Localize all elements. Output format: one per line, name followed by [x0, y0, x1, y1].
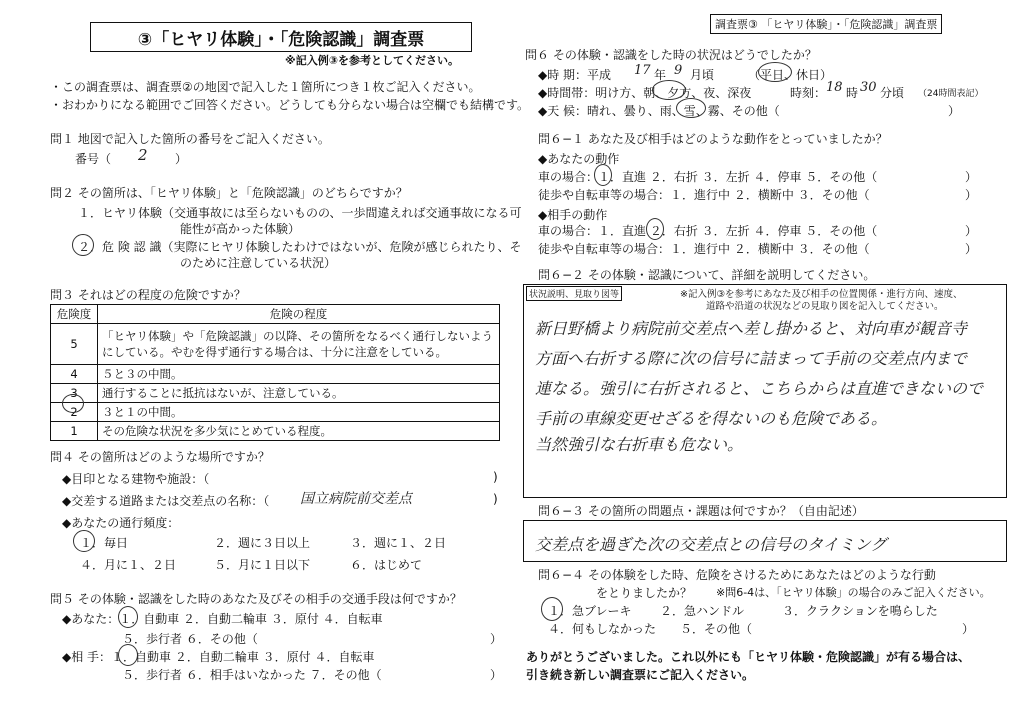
q6-clock-note: （24時間表記） [918, 89, 984, 99]
q6-hour-unit: 時 [846, 86, 859, 100]
q6-weather-options[interactable]: ◆天 候：晴れ、曇り、雨、雪、霧、その他（ [538, 104, 780, 118]
q63-label: 問６−３ その箇所の問題点・課題は何ですか？（自由記述） [538, 504, 864, 518]
q61-you-car-mark [594, 164, 612, 186]
q64-note: ※問6-4は、「ヒヤリ体験」の場合のみご記入ください。 [716, 586, 991, 599]
q5-you-close: ） [490, 632, 503, 646]
q2-option-1[interactable]: １．ヒヤリ体験（交通事故には至らないものの、一歩間違えれば交通事故になる可 [78, 206, 522, 220]
q2-option-1-cont: 能性が高かった体験） [180, 222, 301, 236]
q62-answer-line-5: 当然強引な右折車も危ない。 [535, 435, 744, 454]
q6-year-unit: 年 [654, 68, 667, 82]
danger-level: 5 [51, 324, 98, 365]
q5-you-selected-mark [118, 606, 138, 628]
danger-description: ３と１の中間。 [98, 403, 500, 422]
form-id-label: 調査票③ 「ヒヤリ体験」・「危険認識」調査票 [710, 14, 942, 34]
danger-level: 2 [51, 403, 98, 422]
q61-you-heading: ◆あなたの動作 [538, 152, 620, 166]
q64-option-5[interactable]: ５．その他（ [680, 622, 753, 636]
q1-field-label: 番号（ [75, 152, 112, 166]
q62-box-tag: 状況説明、見取り図等 [526, 286, 622, 301]
q5-you-options[interactable]: ◆あなた：１．自動車 ２．自動二輪車 ３．原付 ４．自転車 [62, 612, 383, 626]
q6-clock-label: 時刻： [790, 86, 827, 100]
q6-period-label: ◆時 期：平成 [538, 68, 612, 82]
danger-level: 4 [51, 365, 98, 384]
q4-frequency-label: ◆あなたの通行頻度： [62, 516, 180, 530]
footer-line-2: 引き続き新しい調査票にご記入ください。 [526, 668, 755, 682]
q64-label-2: をとりましたか？ [596, 586, 693, 600]
q64-option-4[interactable]: ４．何もしなかった [548, 622, 657, 636]
q62-answer-line-3: 連なる。強引に右折されると、こちらからは直進できないので [535, 379, 984, 398]
q6-year-answer[interactable]: 17 [634, 63, 651, 78]
intro-line-1: ・この調査票は、調査票②の地図で記入した１箇所につき１枚ご記入ください。 [50, 80, 481, 94]
q1-label: 問１ 地図で記入した箇所の番号をご記入ください。 [50, 132, 330, 146]
q62-note-1: ※記入例③を参考にあなた及び相手の位置関係・進行方向、速度、 [680, 289, 963, 300]
q62-note-2: 道路や沿道の状況などの見取り図を記入してください。 [706, 301, 944, 312]
q62-answer-line-4: 手前の車線変更せざるを得ないのも危険である。 [535, 409, 888, 428]
danger-description: 通行することに抵抗はないが、注意している。 [98, 384, 500, 403]
danger-description: 「ヒヤリ体験」や「危険認識」の以降、その箇所をなるべく通行しないようにしている。やむを得ず通行する場合は、十分に注意をしている。 [98, 324, 500, 365]
q4-crossing-answer[interactable]: 国立病院前交差点 [300, 491, 412, 507]
q61-you-walk-options[interactable]: 徒歩や自転車等の場合：１．進行中 ２．横断中 ３．その他（ [538, 188, 870, 202]
q64-option-3[interactable]: ３．クラクションを鳴らした [782, 604, 938, 618]
q6-weather-close: ） [948, 104, 961, 118]
danger-table [50, 304, 500, 441]
q1-answer[interactable]: 2 [138, 146, 148, 164]
danger-level-header: 危険度 [51, 305, 98, 324]
q2-selected-mark [72, 234, 94, 256]
danger-description: ５と３の中間。 [98, 365, 500, 384]
q6-weekday-options[interactable]: （平日、休日） [748, 68, 833, 82]
form-title: ③「ヒヤリ体験」・「危険認識」調査票 [90, 22, 472, 52]
danger-level: 3 [51, 384, 98, 403]
q3-selected-mark [62, 394, 84, 413]
q61-label: 問６−１ あなた及び相手はどのような動作をとっていましたか？ [538, 132, 888, 146]
danger-level: 1 [51, 422, 98, 441]
q2-option-2[interactable]: ２．危 険 認 識（実際にヒヤリ体験したわけではないが、危険が感じられたり、そ [78, 240, 522, 254]
q5-label: 問５ その体験・認識をした時のあなた及びその相手の交通手段は何ですか？ [50, 592, 462, 606]
q4-freq-option-5[interactable]: ５．月に１日以下 [214, 558, 311, 572]
q64-label-1: 問６−４ その体験をした時、危険をさけるためにあなたはどのような行動 [538, 568, 936, 582]
q6-weekday-mark [758, 62, 792, 82]
q4-crossing-label: ◆交差する道路または交差点の名称：（ [62, 494, 270, 508]
q6-label: 問６ その体験・認識をした時の状況はどうでしたか？ [525, 48, 817, 62]
footer-line-1: ありがとうございました。これ以外にも「ヒヤリ体験・危険認識」が有る場合は、 [526, 650, 971, 664]
q4-landmark-label: ◆目印となる建物や施設：（ [62, 472, 210, 486]
q5-you-options-cont[interactable]: ５．歩行者 ６．その他（ [122, 632, 258, 646]
danger-description-header: 危険の程度 [98, 305, 500, 324]
table-row[interactable] [51, 422, 500, 441]
q6-minute-answer[interactable]: 30 [860, 80, 877, 95]
q62-label: 問６−２ その体験・認識について、詳細を説明してください。 [538, 268, 876, 282]
table-row[interactable] [51, 324, 500, 365]
danger-description: その危険な状況を多少気にとめている程度。 [98, 422, 500, 441]
q4-landmark-close: ) [493, 470, 498, 484]
q5-other-selected-mark [118, 644, 138, 666]
q6-month-unit: 月頃 [690, 68, 715, 82]
q61-you-car-options[interactable]: 車の場合：１．直進 ２．右折 ３．左折 ４．停車 ５．その他（ [538, 170, 878, 184]
intro-line-2: ・おわかりになる範囲でご回答ください。どうしても分らない場合は空欄でも結構です。 [50, 98, 530, 112]
q6-weather-mark [676, 98, 706, 118]
table-row[interactable] [51, 403, 500, 422]
form-subtitle: ※記入例③を参考としてください。 [285, 54, 460, 67]
danger-table-header [51, 305, 500, 324]
q61-other-car-close: ） [965, 224, 978, 238]
q6-time-options[interactable]: ◆時間帯：明け方、朝、夕方、夜、深夜 [538, 86, 752, 100]
q6-minute-unit: 分頃 [880, 86, 905, 100]
q4-freq-option-4[interactable]: ４．月に１、２日 [80, 558, 177, 572]
q62-answer-line-2: 方面へ右折する際に次の信号に詰まって手前の交差点内まで [535, 349, 968, 368]
q3-label: 問３ それはどの程度の危険ですか？ [50, 288, 246, 302]
q61-you-car-close: ） [965, 170, 978, 184]
q4-freq-option-6[interactable]: ６．はじめて [350, 558, 423, 572]
q6-hour-answer[interactable]: 18 [826, 80, 843, 95]
q64-other-close: ） [962, 622, 975, 636]
table-row[interactable] [51, 384, 500, 403]
q62-answer-line-1: 新日野橋より病院前交差点へ差し掛かると、対向車が観音寺 [535, 319, 968, 338]
q1-close: ） [175, 152, 188, 166]
q4-freq-option-3[interactable]: ３．週に１、２日 [350, 536, 447, 550]
q4-selected-mark [73, 530, 95, 552]
q61-other-walk-options[interactable]: 徒歩や自転車等の場合：１．進行中 ２．横断中 ３．その他（ [538, 242, 870, 256]
q64-selected-mark [541, 597, 563, 621]
q4-label: 問４ その箇所はどのような場所ですか？ [50, 450, 270, 464]
q4-crossing-close: ) [493, 492, 498, 506]
q5-other-close: ） [490, 668, 503, 682]
q6-time-mark [652, 80, 686, 100]
q61-other-walk-close: ） [965, 242, 978, 256]
q61-you-walk-close: ） [965, 188, 978, 202]
q2-option-2-cont: のために注意している状況） [180, 256, 337, 270]
q61-other-car-mark [646, 218, 664, 240]
q61-other-heading: ◆相手の動作 [538, 208, 608, 222]
q6-month-answer[interactable]: 9 [674, 63, 683, 78]
q64-option-1[interactable]: １．急ブレーキ [548, 604, 632, 618]
q2-label: 問２ その箇所は、「ヒヤリ体験」と「危険認識」のどちらですか？ [50, 186, 408, 200]
q5-other-options-cont[interactable]: ５．歩行者 ６．相手はいなかった ７．その他（ [122, 668, 382, 682]
q4-freq-option-2[interactable]: ２．週に３日以上 [214, 536, 311, 550]
q64-option-2[interactable]: ２．急ハンドル [660, 604, 745, 618]
q4-freq-option-1[interactable]: １．毎日 [80, 536, 129, 550]
q61-other-car-options[interactable]: 車の場合：１．直進 ２．右折 ３．左折 ４．停車 ５．その他（ [538, 224, 878, 238]
q63-answer: 交差点を過ぎた次の交差点との信号のタイミング [535, 535, 887, 554]
q5-other-options[interactable]: ◆相 手：１．自動車 ２．自動二輪車 ３．原付 ４．自転車 [62, 650, 375, 664]
table-row[interactable] [51, 365, 500, 384]
